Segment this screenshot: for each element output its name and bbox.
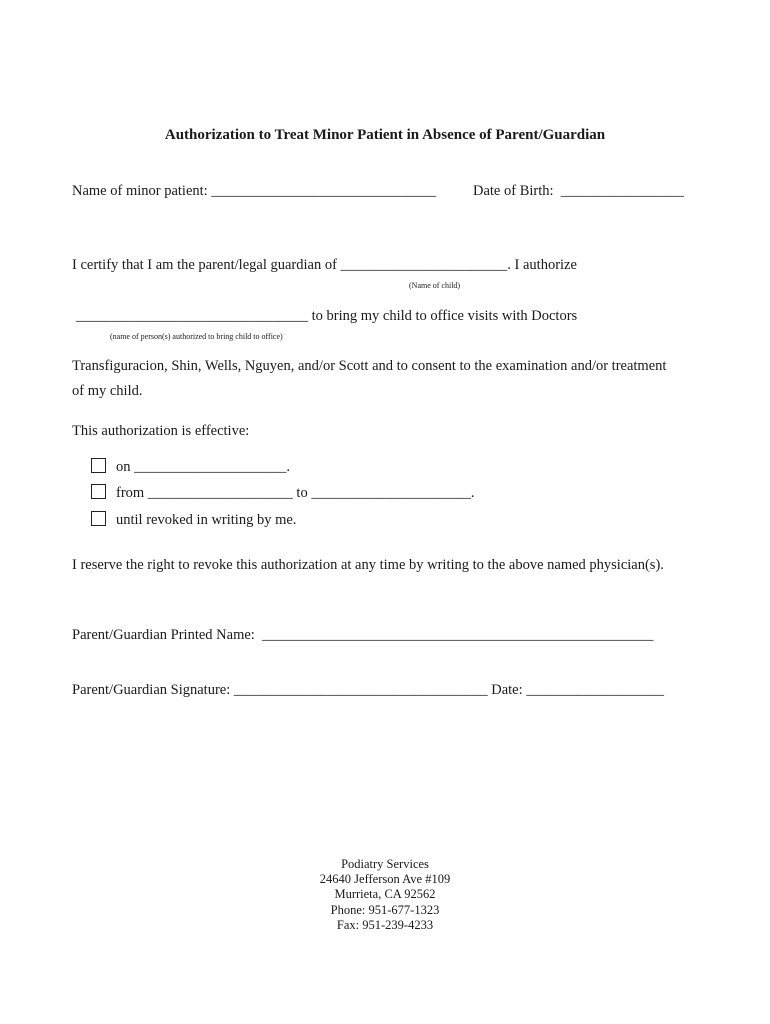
option-date-range-label[interactable]: from ____________________ to ______________________.	[116, 485, 475, 501]
footer-address: 24640 Jefferson Ave #109	[319, 872, 451, 887]
guardian-signature-field[interactable]: Parent/Guardian Signature: ___________________________________ Date: ___________________	[72, 682, 665, 698]
doctors-consent-text-line-2: of my child.	[72, 383, 143, 399]
footer-org-name: Podiatry Services	[341, 857, 429, 871]
patient-name-field[interactable]: Name of minor patient: _______________________________	[72, 183, 437, 199]
footer-fax: Fax: 951-239-4233	[336, 917, 434, 932]
option-on-date-label[interactable]: on _____________________.	[116, 459, 290, 475]
footer-city: Murrieta, CA 92562	[334, 887, 436, 902]
option-until-revoked-label: until revoked in writing by me.	[116, 512, 297, 528]
certify-guardian-line[interactable]: I certify that I am the parent/legal guardian of _______________________. I authorize	[72, 257, 577, 273]
guardian-printed-name-field[interactable]: Parent/Guardian Printed Name: ______________________________________________________	[72, 627, 654, 643]
effective-heading: This authorization is effective:	[72, 423, 250, 439]
checkbox-until-revoked[interactable]	[91, 511, 106, 526]
date-of-birth-field[interactable]: Date of Birth: _________________	[473, 183, 685, 199]
authorized-person-line[interactable]: ________________________________ to bring my child to office visits with Doctors	[76, 308, 578, 324]
doctors-consent-text-line-1: Transfiguracion, Shin, Wells, Nguyen, and/or Scott and to consent to the examination and/or treatment	[72, 358, 667, 374]
footer-phone: Phone: 951-677-1323	[330, 902, 440, 917]
checkbox-on-date[interactable]	[91, 458, 106, 473]
authorized-person-caption: (name of person(s) authorized to bring child to office)	[110, 332, 283, 341]
revoke-statement: I reserve the right to revoke this authorization at any time by writing to the above named physician(s).	[72, 557, 664, 573]
form-title: Authorization to Treat Minor Patient in Absence of Parent/Guardian	[164, 127, 606, 143]
footer-contact-block	[0, 857, 770, 933]
checkbox-date-range[interactable]	[91, 484, 106, 499]
name-of-child-caption: (Name of child)	[409, 281, 461, 290]
